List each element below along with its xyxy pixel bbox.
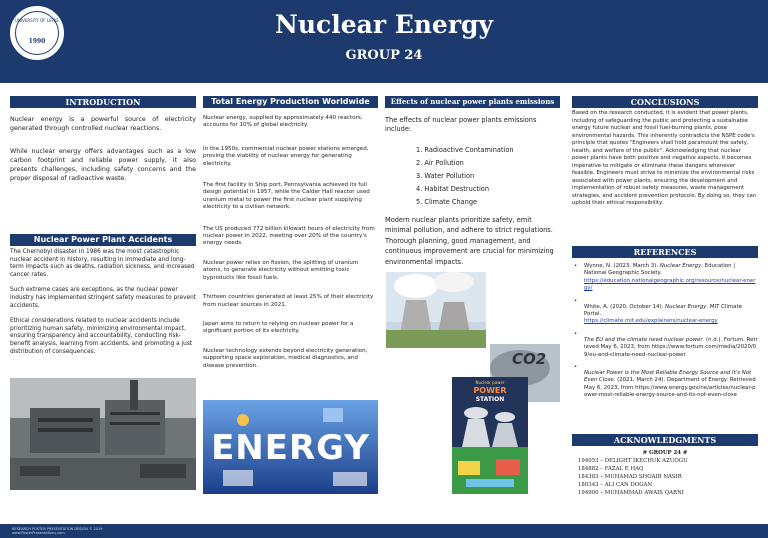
effects-intro: The effects of nuclear power plants emissions include: <box>385 116 537 133</box>
conclusions-text: Based on the research conducted, it is evident that power plants, including of safeguarding the public and protecting a sustainable energy future nuclear and fossil fuel-burning plants, pose environmental hazards. This inherently contradicts the NSPE code's principle that quotes "Engineers shall hold paramount the safety, health, and welfare of the public". Acknowledging that nuclear power plants have both positive and negative aspects, it becomes imperative to mitigate or eliminate these dangers whenever feasible. Engineers must strive to minimize the environmental risks associated with power plants, ensuring the development and implementation of robust safety measures, waste management strategies, and accident prevention protocols. By doing so, they can uphold their ethical responsibility. <box>572 110 757 206</box>
accidents-heading: Nuclear Power Plant Accidents <box>10 234 196 246</box>
production-paragraph-5: Nuclear power relies on fission, the splitting of uranium atoms, to generate electricity without emitting toxic byproducts like fossil fuels. <box>203 259 359 281</box>
reference-item <box>572 263 758 293</box>
reference-item <box>572 331 758 359</box>
logo-year: 1990 <box>28 38 46 45</box>
energy-image <box>203 400 378 494</box>
reference-title: The EU and the climate need nuclear power <box>584 336 703 343</box>
column-introduction <box>10 96 196 183</box>
bullet: • <box>574 364 578 371</box>
effects-item: 2. Air Pollution <box>416 159 464 167</box>
reference-pre: White, A. (2020, October 14). <box>584 303 666 310</box>
reference-post: . (n.d.). Fortum. Retrieved May 6, 2023, from https://www.fortum.com/media/2020/09/eu-and-climate-need-nuclear-power <box>584 336 758 358</box>
reference-post: . (2021, March 24). Department of Energy. Retrieved May 6, 2023, from https://www.energy.gov/ne/articles/nuclear-power-most-reliable-energy-source-and-its-not-even-close <box>584 377 756 399</box>
energy-word: ENERGY <box>211 428 370 468</box>
references-list <box>572 263 758 400</box>
member-row: 194900 – MUHAMMAD AWAIS QARNI <box>578 490 684 496</box>
station-label-2: POWER <box>473 386 507 395</box>
poster-footer <box>0 524 768 538</box>
effects-closing: Modern nuclear plants prioritize safety, emit minimal pollution, and adhere to strict regulations. Thorough planning, good management, and continuous improvement are crucial for minimizing environmental impacts. <box>385 216 554 266</box>
accidents-paragraph-3: Ethical considerations related to nuclear accidents include prioritizing human safety, minimizing environmental impact, ensuring transparency and accountability, conducting risk-benefit analysis, learning from accidents, and promoting a just distribution of consequences. <box>10 318 193 355</box>
effects-heading: Effects of nuclear power plants emissions <box>385 96 560 108</box>
effects-item: 1. Radioactive Contamination <box>416 146 514 154</box>
effects-item: 5. Climate Change <box>416 198 478 206</box>
reference-post: . MIT Climate Portal. <box>584 303 742 318</box>
reference-link[interactable]: https://climate.mit.edu/explainers/nuclear-energy <box>584 318 718 325</box>
production-heading: Total Energy Production Worldwide <box>203 96 378 108</box>
references-heading: REFERENCES <box>572 246 758 258</box>
co2-label: CO2 <box>512 350 547 368</box>
reference-title: Nuclear Power is the Most Reliable Energy Source and It's Not Even Close <box>584 370 752 384</box>
section-accidents <box>10 234 196 356</box>
accidents-paragraph-2: Such extreme cases are exceptions, as the nuclear power industry has implemented stringent safety measures to prevent accidents. <box>10 287 197 309</box>
bullet: • <box>574 297 578 304</box>
member-row: 194053 – DELIGHT IKECHUK AZUOGU <box>578 458 688 464</box>
reference-link[interactable]: https://education.nationalgeographic.org/resource/nuclear-energy/ <box>584 277 756 292</box>
conclusions-heading: CONCLUSIONS <box>572 96 758 108</box>
bullet: • <box>574 330 578 337</box>
column-effects <box>385 96 560 267</box>
production-paragraph-4: The US produced 772 billion kilowatt hours of electricity from nuclear power in 2022, meeting over 20% of the country's energy needs. <box>203 225 375 247</box>
production-paragraph-7: Japan aims to return to relying on nuclear power for a significant portion of its electricity. <box>203 320 354 335</box>
poster-header <box>0 0 768 83</box>
power-station-illustration <box>452 377 528 494</box>
reference-item <box>572 364 758 400</box>
member-row: 184383 – MUHAMAD SHOAIB NASIR <box>578 474 682 480</box>
member-row: 180343 – ALI CAN DOGAN <box>578 482 653 488</box>
cooling-towers-photo <box>386 272 486 348</box>
introduction-paragraph-1: Nuclear energy is a powerful source of electricity generated through controlled nuclear reactions. <box>10 116 196 132</box>
reference-item <box>572 298 758 326</box>
poster-subtitle: GROUP 24 <box>345 48 423 63</box>
station-label-3: STATION <box>475 396 505 403</box>
footer-line-1: RESEARCH POSTER PRESENTATION DESIGN © 2019 <box>12 527 103 531</box>
effects-list <box>385 144 560 209</box>
reference-post: . Education | National Geographic Society. <box>584 263 736 277</box>
accidents-paragraph-1: The Chernobyl disaster in 1986 was the most catastrophic nuclear accident in history, resulting in immediate and long-term impacts such as deaths, radiation sickness, and increased cancer rates. <box>10 249 195 278</box>
production-paragraph-6: Thirteen countries generated at least 25% of their electricity from nuclear sources in 2021. <box>203 294 374 308</box>
introduction-heading: INTRODUCTION <box>10 96 196 108</box>
introduction-paragraph-2: While nuclear energy offers advantages such as a low carbon footprint and reliable power supply, it also presents challenges, including safety concerns and the proper disposal of radioactive waste. <box>10 148 196 182</box>
section-acknowledgments <box>572 434 758 497</box>
acknowledgments-heading: ACKNOWLEDGMENTS <box>572 434 758 446</box>
poster-title: Nuclear Energy <box>274 10 494 39</box>
effects-item: 4. Habitat Destruction <box>416 185 490 193</box>
section-references <box>572 246 758 400</box>
production-paragraph-8: Nuclear technology extends beyond electricity generation, supporting space exploration, medical diagnostics, and disease prevention. <box>203 347 368 369</box>
footer-note <box>12 527 102 535</box>
column-production <box>203 96 378 370</box>
reference-title: Nuclear Energy <box>659 263 702 269</box>
logo-text: UNIVERSITY OF LEFKE <box>15 18 59 23</box>
production-paragraph-3: The first facility in Ship port, Pennsylvania achieved its full design potential in 1957, while the Calder Hall reactor used uranium metal to power the first nuclear plant supplying electricity to a civilian network. <box>203 182 370 211</box>
member-row: 184882 – FAZAL E HAQ <box>578 466 644 472</box>
reference-pre: Wynne, N. (2023, March 3). <box>584 263 660 269</box>
production-paragraph-1: Nuclear energy, supplied by approximately 440 reactors, accounts for 10% of global electricity. <box>203 115 363 129</box>
members-list <box>572 457 758 497</box>
chernobyl-photo <box>10 378 196 490</box>
reference-title: Nuclear Energy <box>665 303 707 310</box>
chernobyl-illustration <box>10 378 196 490</box>
station-label-1: Nuclear power <box>475 380 505 385</box>
acknowledgments-group: # GROUP 24 # <box>642 450 688 456</box>
bullet: • <box>574 263 578 269</box>
effects-item: 3. Water Pollution <box>416 172 475 180</box>
column-conclusions <box>572 96 758 208</box>
production-paragraph-2: In the 1950s, commercial nuclear power stations emerged, proving the viability of nuclear energy for generating electricity. <box>203 145 369 167</box>
footer-line-2: www.PosterPresentations.com <box>12 531 65 535</box>
cooling-towers-illustration <box>386 272 486 348</box>
